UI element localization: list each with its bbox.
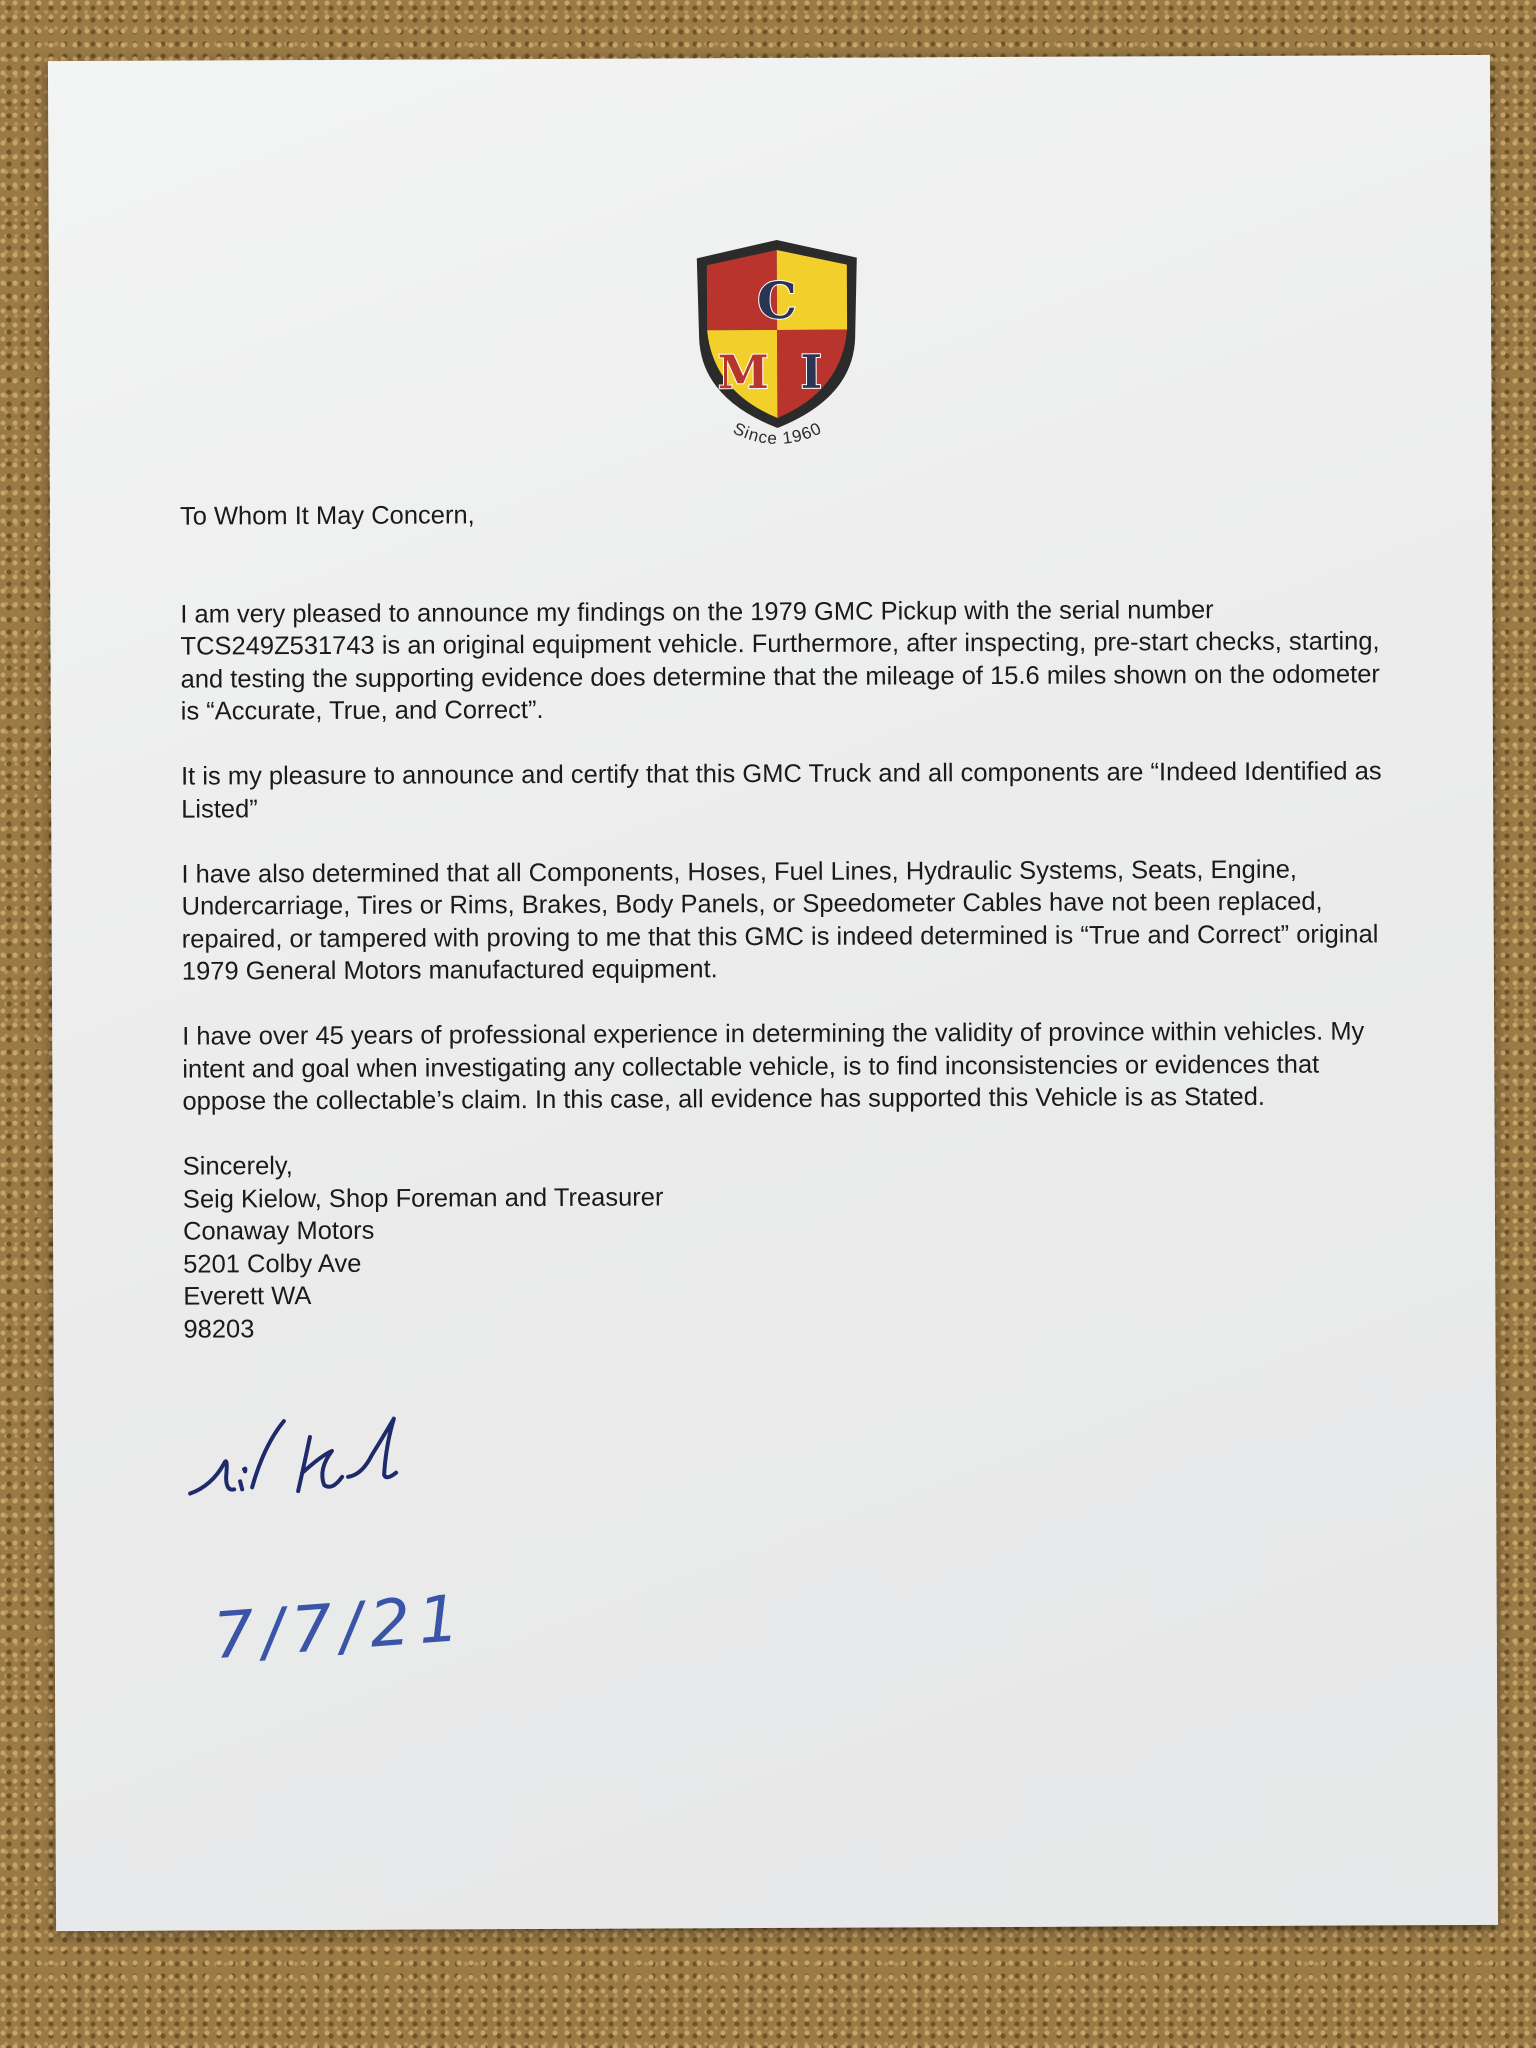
- handwritten-date: [204, 1559, 505, 1680]
- logo-letter-m: M: [717, 345, 769, 400]
- letter-body: [180, 495, 1394, 1345]
- letter-page: [48, 55, 1498, 1931]
- logo-tagline: Since 1960: [730, 418, 825, 449]
- logo-letter-c: C: [756, 270, 798, 331]
- handwritten-date-text: 7/7/21: [210, 1581, 470, 1675]
- signer-name-title: Seig Kielow, Shop Foreman and Treasurer: [182, 1182, 664, 1214]
- street-address: 5201 Colby Ave: [183, 1249, 362, 1279]
- paragraph-experience: I have over 45 years of professional experience in determining the validity of province within vehicles. My intent and goal when investigating any collectable vehicle, is to find inconsistencies or evidences that oppose the collectable’s claim. In this case, all evidence has supported this Vehicle is as Stated.: [182, 1017, 1365, 1116]
- logo-letter-i: I: [800, 344, 823, 399]
- closing-block: [183, 1145, 1394, 1345]
- zip-code: 98203: [183, 1314, 255, 1344]
- paragraph-certification: It is my pleasure to announce and certify that this GMC Truck and all components are “Indeed Identified as Listed”: [180, 757, 1382, 824]
- paragraph-components: I have also determined that all Components, Hoses, Fuel Lines, Hydraulic Systems, Seats, Engine, Undercarriage, Tires or Rims, Brakes, Body Panels, or Speedometer Cables have not been replaced, repaired, or tampered with proving to me that this GMC is indeed determined is “True and Correct” original 1979 General Motors manufactured equipment.: [181, 855, 1379, 986]
- handwritten-signature: [182, 1384, 443, 1535]
- company-logo: [677, 228, 878, 459]
- sign-off: Sincerely,: [182, 1152, 293, 1181]
- city-state: Everett WA: [183, 1282, 312, 1311]
- salutation: To Whom It May Concern,: [179, 501, 475, 531]
- paragraph-findings: I am very pleased to announce my findings on the 1979 GMC Pickup with the serial number TCS249Z531743 is an original equipment vehicle. Furthermore, after inspecting, pre-start checks, starting, and testing the supporting evidence does determine that the mileage of 15.6 miles shown on the odometer is “Accurate, True, and Correct”.: [180, 595, 1380, 726]
- company-name: Conaway Motors: [182, 1216, 375, 1246]
